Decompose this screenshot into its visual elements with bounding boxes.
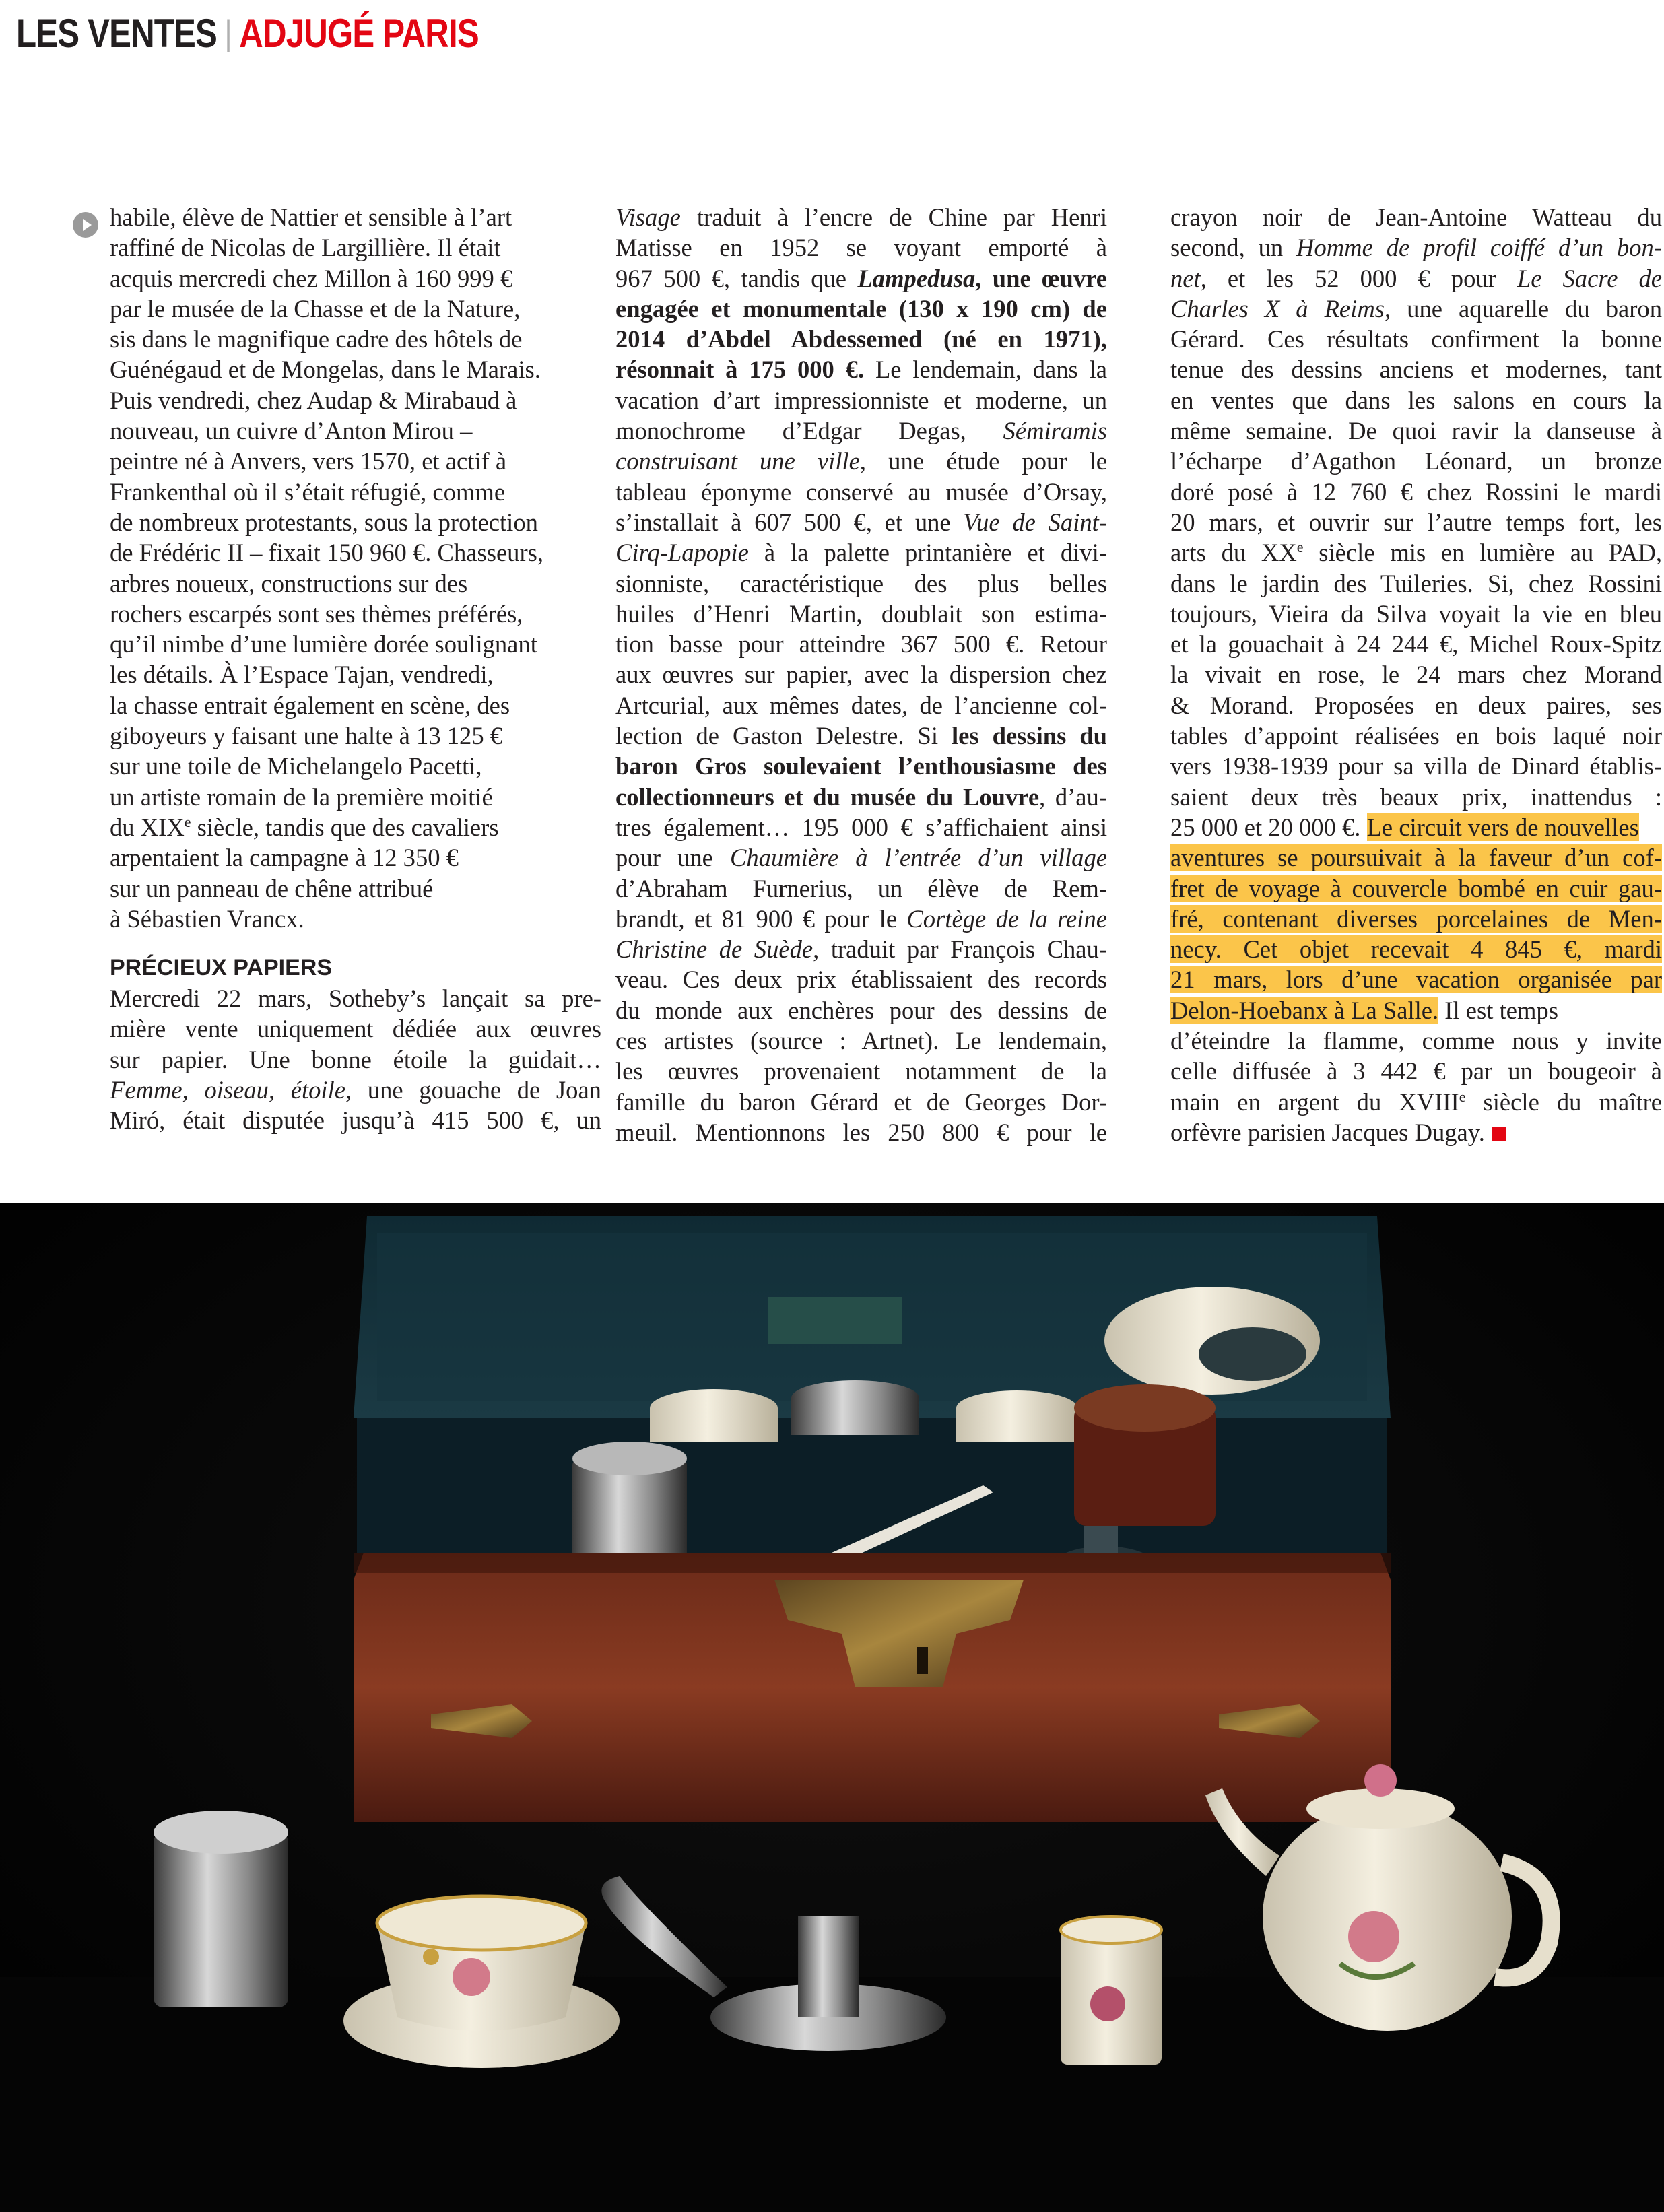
text-line: [615, 263, 1107, 294]
text-line: [1170, 873, 1662, 904]
text-line: de nombreux protestants, sous la protection: [110, 508, 538, 536]
text-line: [1170, 294, 1662, 324]
text-line: Miró, était disputée jusqu’à 415 500 €, un: [110, 1106, 601, 1135]
article-column-3: [1170, 202, 1662, 1147]
text-line: famille du baron Gérard et de Georges Dor-: [615, 1087, 1107, 1116]
artwork-title: Charles X à Reims: [1170, 294, 1385, 323]
bold-run: résonnait à 175 000 €.: [615, 356, 865, 384]
text-line: [1170, 1117, 1662, 1147]
text-line: à Sébastien Vrancx.: [110, 904, 304, 933]
text-line: [1170, 263, 1662, 294]
text-line: [615, 537, 1107, 568]
article-photograph: [0, 1203, 1664, 2212]
text-line: les œuvres provenaient notamment de la: [615, 1057, 1107, 1085]
artwork-title: Lampedusa: [857, 264, 976, 292]
text-run: brandt, et 81 900 € pour le: [615, 904, 907, 933]
case-top-edge: [354, 1553, 1391, 1573]
text-line: et la gouachait à 24 244 €, Michel Roux-Spitz: [1170, 630, 1662, 659]
text-line: la chasse entrait également en scène, des: [110, 691, 510, 719]
artwork-title: Le Sacre de: [1517, 264, 1662, 292]
text-line: Puis vendredi, chez Audap & Mirabaud à: [110, 386, 517, 414]
text-line: toujours, Vieira da Silva voyait la vie en bleu: [1170, 599, 1662, 628]
tortoiseshell-box-lid: [1074, 1384, 1216, 1432]
text-line: celle diffusée à 3 442 € par un bougeoir à: [1170, 1057, 1662, 1085]
chamberstick-socket: [798, 1916, 859, 2017]
text-line: [1170, 1087, 1662, 1117]
text-line: veau. Ces deux prix établissaient des records: [615, 966, 1107, 994]
text-run: siècle mis en lumière au PAD,: [1303, 539, 1662, 567]
text-line: [1170, 904, 1662, 934]
text-line: du monde aux enchères pour des dessins de: [615, 996, 1107, 1024]
porcelain-cup-rim: [377, 1896, 586, 1950]
text-line: [615, 904, 1107, 934]
text-run: , une étude pour le: [859, 447, 1107, 475]
highlighted-text: fré, contenant diverses porcelaines de Men-: [1170, 904, 1662, 933]
text-line: rochers escarpés sont ses thèmes préférés,: [110, 599, 523, 628]
superscript: e: [1296, 539, 1304, 556]
section-subheading: PRÉCIEUX PAPIERS: [110, 955, 333, 981]
artwork-title: Vue de Saint-: [963, 508, 1107, 536]
paragraph: [110, 983, 601, 1135]
text-line: [1170, 934, 1662, 964]
case-interior: [357, 1418, 1387, 1553]
text-line: un artiste romain de la première moitié: [110, 782, 493, 811]
artwork-title: Cirq-Lapopie: [615, 539, 749, 567]
text-run: à la palette printanière et divi-: [748, 539, 1107, 567]
small-beaker-rim: [1061, 1916, 1162, 1943]
text-line: habile, élève de Nattier et sensible à l’art: [110, 203, 512, 231]
highlighted-text: fret de voyage à couvercle bombé en cuir gau-: [1170, 874, 1662, 902]
bold-run: collectionneurs et du musée du Louvre: [615, 782, 1040, 811]
text-run: , une gouache de Joan: [345, 1076, 601, 1104]
text-line: saient deux très beaux prix, inattendus :: [1170, 782, 1662, 811]
text-line: d’Abraham Furnerius, un élève de Rem-: [615, 874, 1107, 902]
text-line: tableau éponyme conservé au musée d’Orsay,: [615, 477, 1107, 506]
travel-case-photo-illustration: [0, 1203, 1664, 2212]
text-line: Artcurial, aux mêmes dates, de l’ancienne col-: [615, 691, 1107, 719]
page-header: [16, 9, 479, 57]
bold-run: les dessins du: [951, 722, 1108, 750]
text-run: arts du XX: [1170, 539, 1297, 567]
text-line: Gérard. Ces résultats confirment la bonne: [1170, 325, 1662, 354]
text-line: sur papier. Une bonne étoile la guidait…: [110, 1045, 601, 1073]
rubric-title: ADJUGÉ PARIS: [239, 10, 479, 56]
text-run: second, un: [1170, 234, 1297, 262]
text-line: [615, 415, 1107, 446]
text-line: meuil. Mentionnons les 250 800 € pour le: [615, 1118, 1107, 1146]
artwork-title: Femme, oiseau, étoile: [110, 1076, 345, 1104]
text-line: [1170, 842, 1662, 873]
text-run: main en argent du XVIII: [1170, 1087, 1459, 1116]
lid-tab: [768, 1297, 902, 1344]
text-run: du XIX: [110, 813, 185, 841]
text-line: [615, 720, 1107, 751]
text-line: vers 1938-1939 pour sa villa de Dinard établis-: [1170, 752, 1662, 780]
highlighted-text: aventures se poursuivait à la faveur d’un cof-: [1170, 844, 1662, 872]
superscript: e: [184, 813, 191, 830]
text-line: arpentaient la campagne à 12 350 €: [110, 844, 459, 872]
text-line: sur un panneau de chêne attribué: [110, 874, 434, 902]
artwork-title: Sémiramis: [1003, 417, 1107, 445]
text-line: [615, 354, 1107, 384]
text-line: raffiné de Nicolas de Largillière. Il était: [110, 234, 501, 262]
text-line: l’écharpe d’Agathon Léonard, un bronze: [1170, 447, 1662, 475]
text-line: [615, 934, 1107, 964]
text-line: [615, 842, 1107, 873]
text-line: acquis mercredi chez Millon à 160 999 €: [110, 264, 513, 292]
text-run: s’installait à 607 500 €, et une: [615, 508, 964, 536]
artwork-title: net,: [1170, 264, 1207, 292]
text-line: nouveau, un cuivre d’Anton Mirou –: [110, 417, 473, 445]
text-run: , une aquarelle du baron: [1385, 294, 1663, 323]
text-line: tenue des dessins anciens et modernes, tant: [1170, 356, 1662, 384]
paragraph: [110, 202, 601, 934]
text-run: 25 000 et 20 000 €.: [1170, 813, 1367, 841]
text-line: Frankenthal où il s’était réfugié, comme: [110, 477, 506, 506]
section-title: LES VENTES: [16, 10, 218, 56]
text-run: siècle, tandis que des cavaliers: [191, 813, 499, 841]
text-line: tres également… 195 000 € s’affichaient ainsi: [615, 813, 1107, 841]
silver-box-lid: [154, 1811, 288, 1854]
text-line: 20 mars, et ouvrir sur l’autre temps fort, les: [1170, 508, 1662, 536]
rose-decoration: [453, 1958, 490, 1996]
artwork-title: Visage: [615, 203, 681, 231]
text-line: baron Gros soulevaient l’enthousiasme des: [615, 752, 1107, 780]
teapot-finial: [1364, 1764, 1397, 1797]
text-line: 2014 d’Abdel Abdessemed (né en 1971),: [615, 325, 1107, 354]
text-line: par le musée de la Chasse et de la Nature,: [110, 294, 521, 323]
silver-mug-rim: [572, 1442, 687, 1475]
text-line: Mercredi 22 mars, Sotheby’s lançait sa pre-: [110, 984, 601, 1013]
bold-run: , une œuvre: [975, 264, 1107, 292]
end-of-article-square-icon: [1492, 1127, 1506, 1141]
text-line: & Morand. Proposées en deux paires, ses: [1170, 691, 1662, 719]
artwork-title: Christine de Suède: [615, 935, 813, 964]
text-line: tion basse pour atteindre 367 500 €. Retour: [615, 630, 1107, 659]
highlighted-text: necy. Cet objet recevait 4 845 €, mardi: [1170, 935, 1662, 964]
text-line: arbres noueux, constructions sur des: [110, 569, 468, 597]
text-line: aux œuvres sur papier, avec la dispersion chez: [615, 661, 1107, 689]
text-line: tables d’appoint réalisées en bois laqué noir: [1170, 722, 1662, 750]
superscript: e: [1459, 1087, 1466, 1105]
text-line: [1170, 232, 1662, 263]
text-line: [110, 812, 601, 842]
text-run: lection de Gaston Delestre. Si: [615, 722, 952, 750]
text-run: et les 52 000 € pour: [1206, 264, 1517, 292]
text-line: [615, 446, 1107, 476]
text-run: traduit à l’encre de Chine par Henri: [680, 203, 1107, 231]
fruit-decoration: [1090, 1986, 1125, 2021]
highlighted-text: Le circuit vers de nouvelles: [1366, 813, 1639, 841]
text-line: d’éteindre la flamme, comme nous y invite: [1170, 1027, 1662, 1055]
text-line: dans le jardin des Tuileries. Si, chez Rossini: [1170, 569, 1662, 597]
highlighted-text: 21 mars, lors d’une vacation organisée par: [1170, 966, 1662, 994]
text-run: 967 500 €, tandis que: [615, 264, 858, 292]
text-run: monochrome d’Edgar Degas,: [615, 417, 1003, 445]
text-run: Le lendemain, dans la: [864, 356, 1107, 384]
text-line: sis dans le magnifique cadre des hôtels de: [110, 325, 523, 354]
header-separator: |: [224, 13, 232, 53]
text-run: orfèvre parisien Jacques Dugay.: [1170, 1118, 1485, 1146]
text-line: sur une toile de Michelangelo Pacetti,: [110, 752, 482, 780]
teapot-rose-decoration: [1348, 1911, 1399, 1962]
artwork-title: construisant une ville: [615, 447, 860, 475]
text-line: huiles d’Henri Martin, doublait son estima-: [615, 599, 1107, 628]
text-line: [110, 1075, 601, 1105]
text-line: les détails. À l’Espace Tajan, vendredi,: [110, 661, 494, 689]
silver-box: [154, 1832, 288, 2007]
flower-decoration: [423, 1949, 439, 1965]
text-line: Guénégaud et de Mongelas, dans le Marais.: [110, 356, 541, 384]
text-line: même semaine. De quoi ravir la danseuse à: [1170, 417, 1662, 445]
text-line: ces artistes (source : Artnet). Le lendemain,: [615, 1027, 1107, 1055]
text-line: en ventes que dans les salons en cours la: [1170, 386, 1662, 414]
text-run: pour une: [615, 844, 730, 872]
text-line: giboyeurs y faisant une halte à 13 125 €: [110, 722, 503, 750]
text-line: Matisse en 1952 se voyant emporté à: [615, 234, 1107, 262]
paragraph: [1170, 202, 1662, 1147]
silver-beaker-body: [791, 1398, 919, 1435]
text-line: doré posé à 12 760 € chez Rossini le mardi: [1170, 477, 1662, 506]
keyhole-icon: [917, 1647, 928, 1674]
text-line: la vivait en rose, le 24 mars chez Morand: [1170, 661, 1662, 689]
cup-in-case-2-body: [956, 1408, 1077, 1442]
text-line: [1170, 964, 1662, 995]
text-line: [1170, 812, 1662, 842]
text-run: , traduit par François Chau-: [813, 935, 1107, 964]
text-line: qu’il nimbe d’une lumière dorée soulignant: [110, 630, 537, 659]
text-run: , d’au-: [1039, 782, 1108, 811]
text-line: vacation d’art impressionniste et moderne, un: [615, 386, 1107, 414]
highlighted-text: Delon-Hoebanx à La Salle.: [1170, 996, 1439, 1024]
text-line: [1170, 995, 1662, 1026]
text-line: [615, 782, 1107, 812]
article-column-1: [110, 202, 601, 1136]
text-line: engagée et monumentale (130 x 190 cm) de: [615, 294, 1107, 323]
artwork-title: Chaumière à l’entrée d’un village: [729, 844, 1107, 872]
saucer-shadow: [1199, 1327, 1306, 1381]
text-line: de Frédéric II – fixait 150 960 €. Chasseurs,: [110, 539, 544, 567]
text-line: mière vente uniquement dédiée aux œuvres: [110, 1015, 601, 1043]
paragraph: [615, 202, 1107, 1147]
text-line: [615, 202, 1107, 232]
text-line: crayon noir de Jean-Antoine Watteau du: [1170, 203, 1662, 231]
article-column-2: [615, 202, 1107, 1147]
text-line: [1170, 537, 1662, 568]
artwork-title: Homme de profil coiffé d’un bon-: [1296, 234, 1662, 262]
text-run: Il est temps: [1438, 996, 1558, 1024]
artwork-title: Cortège de la reine: [906, 904, 1107, 933]
cup-in-case-1-body: [650, 1408, 778, 1442]
text-line: [615, 507, 1107, 537]
continue-arrow-icon: [73, 212, 98, 238]
text-line: peintre né à Anvers, vers 1570, et actif à: [110, 447, 507, 475]
text-run: siècle du maître: [1465, 1087, 1662, 1116]
text-line: sionniste, caractéristique des plus belles: [615, 569, 1107, 597]
